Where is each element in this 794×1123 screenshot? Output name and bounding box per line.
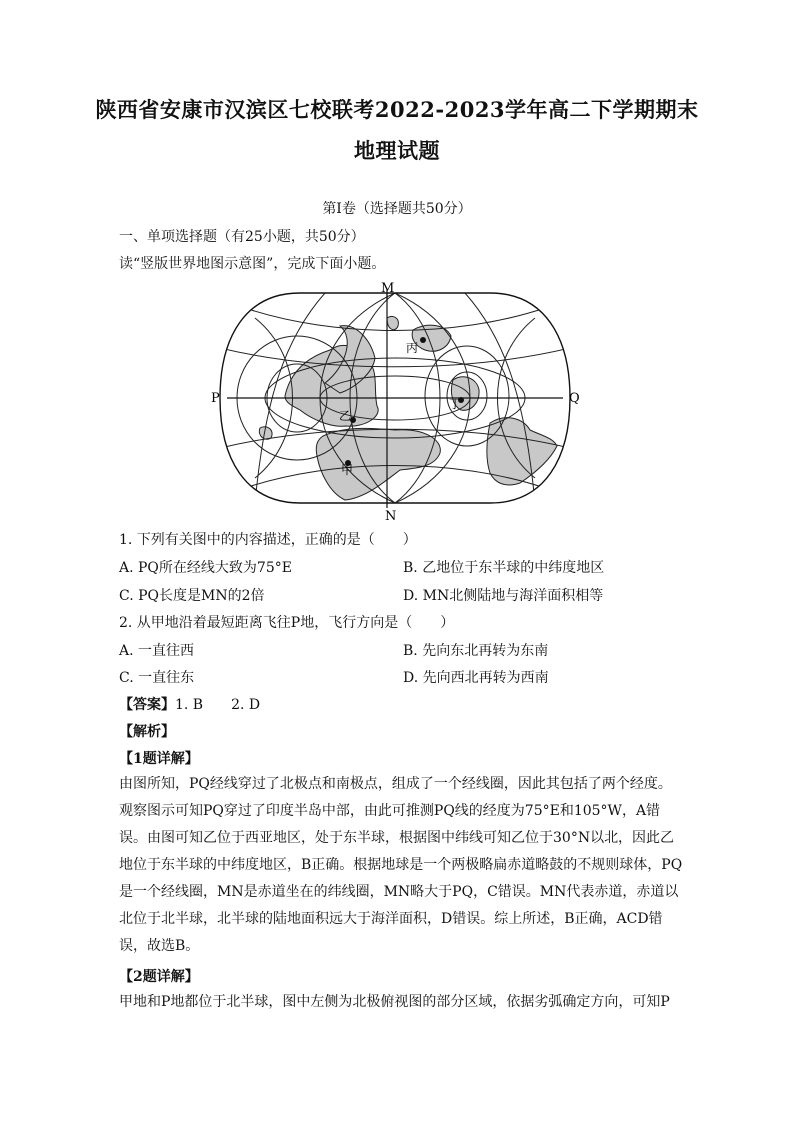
q1-heading: 【1题详解】 bbox=[119, 751, 199, 767]
map-instruction: 读“竖版世界地图示意图”，完成下面小题。 bbox=[119, 256, 386, 272]
q1-analysis-paragraph bbox=[119, 771, 683, 960]
q1-analysis-line: 由图所知，PQ经线穿过了北极点和南极点，组成了一个经线圈，因此其包括了两个经度。 bbox=[119, 776, 672, 792]
landmass-southern bbox=[316, 428, 440, 500]
analysis-label: 【解析】 bbox=[119, 724, 175, 740]
q2-heading: 【2题详解】 bbox=[119, 969, 199, 985]
question-2-stem: 2. 从甲地沿着最短距离飞往P地，飞行方向是（ ） bbox=[119, 615, 455, 631]
question-2-option-a: A. 一直往西 bbox=[119, 643, 195, 659]
label-p: P bbox=[211, 391, 220, 406]
label-q: Q bbox=[569, 391, 580, 406]
q2-analysis-line: 甲地和P地都位于北半球，图中左侧为北极俯视图的部分区域，依据劣弧确定方向，可知P bbox=[119, 994, 670, 1010]
question-1-option-c: C. PQ长度是MN的2倍 bbox=[119, 588, 265, 604]
question-1-option-a: A. PQ所在经线大致为75°E bbox=[119, 560, 292, 576]
world-map-figure bbox=[205, 278, 595, 523]
volume-heading: 第Ⅰ卷（选择题共50分） bbox=[322, 201, 472, 217]
point-bing bbox=[420, 337, 426, 343]
page-subtitle: 地理试题 bbox=[354, 138, 440, 163]
question-1-stem: 1. 下列有关图中的内容描述，正确的是（ ） bbox=[119, 532, 417, 548]
label-jia: 甲 bbox=[341, 463, 354, 477]
question-2-option-b: B. 先向东北再转为东南 bbox=[403, 643, 549, 659]
answer-line bbox=[119, 694, 260, 714]
label-bing: 丙 bbox=[406, 341, 419, 355]
page-title: 陕西省安康市汉滨区七校联考2022-2023学年高二下学期期末 bbox=[95, 97, 699, 122]
question-1-option-b: B. 乙地位于东半球的中纬度地区 bbox=[403, 560, 605, 576]
landmass-small-north bbox=[387, 316, 398, 329]
graticule-line bbox=[220, 348, 570, 367]
label-m: M bbox=[381, 281, 395, 296]
label-ding: 丁 bbox=[449, 397, 462, 411]
label-n: N bbox=[385, 509, 397, 523]
q1-analysis-line: 是一个经线圈，MN是赤道坐在的纬线圈，MN略大于PQ，C错误。MN代表赤道，赤道以 bbox=[119, 884, 679, 900]
question-1-option-d: D. MN北侧陆地与海洋面积相等 bbox=[403, 588, 604, 604]
q1-analysis-line: 误，故选B。 bbox=[119, 938, 200, 954]
q1-analysis-line: 误。由图可知乙位于西亚地区，处于东半球，根据图中纬线可知乙位于30°N以北，因此乙 bbox=[119, 830, 675, 846]
question-2-option-c: C. 一直往东 bbox=[119, 670, 195, 686]
label-yi: 乙 bbox=[339, 409, 352, 423]
question-2-option-d: D. 先向西北再转为西南 bbox=[403, 670, 549, 686]
q1-analysis-line: 地位于东半球的中纬度地区，B正确。根据地球是一个两极略扁赤道略鼓的不规则球体，PQ bbox=[119, 857, 683, 873]
q1-analysis-line: 观察图示可知PQ穿过了印度半岛中部，由此可推测PQ线的经度为75°E和105°W，A错 bbox=[119, 803, 661, 819]
q2-analysis-paragraph bbox=[119, 989, 679, 1016]
q1-analysis-line: 北位于北半球，北半球的陆地面积远大于海洋面积，D错误。综上所述，B正确，ACD错 bbox=[119, 911, 663, 927]
answer-label: 【答案】 bbox=[119, 697, 175, 713]
part-heading: 一、单项选择题（有25小题，共50分） bbox=[119, 229, 365, 245]
answer-values: 1. B 2. D bbox=[175, 697, 261, 713]
